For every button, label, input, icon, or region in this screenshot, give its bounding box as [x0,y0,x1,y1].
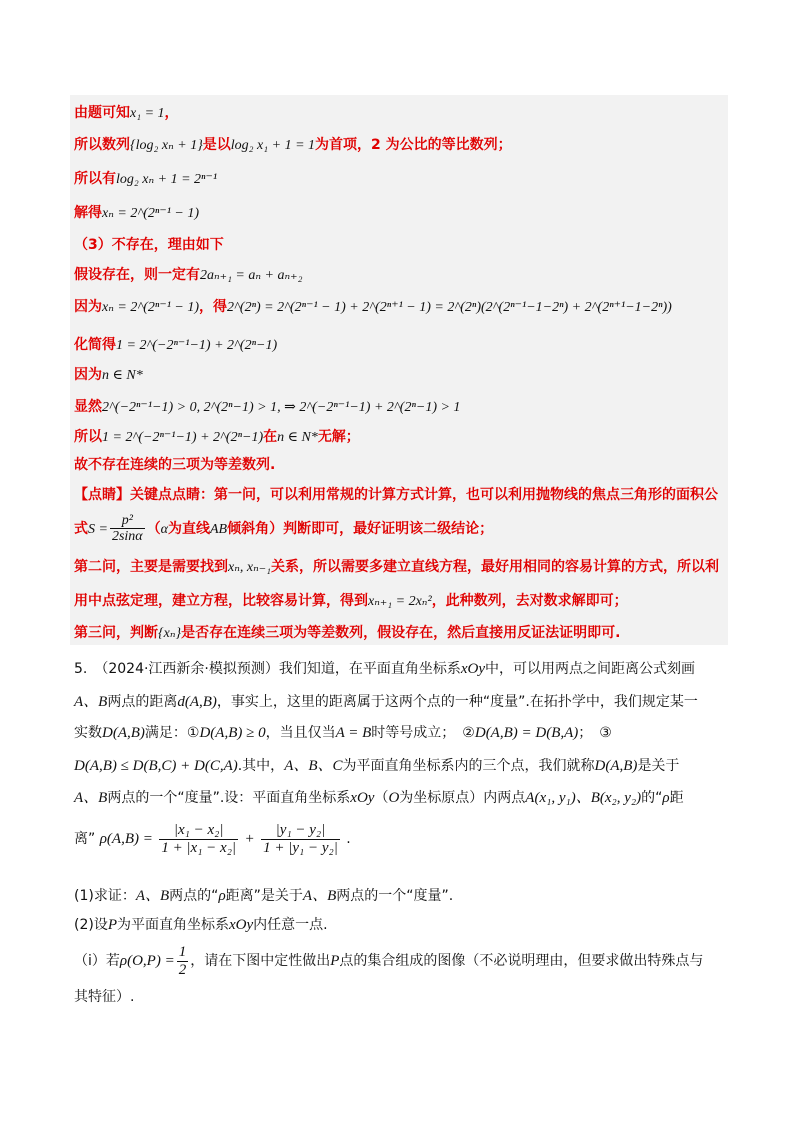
solution-line: 式S = $\frac{\text{p²}}{2\sin\alpha}$ （α为直线AB倾斜角）判断即可，最好证明该二级结论； [74,513,494,545]
fraction: $\frac{1}{2}$ [178,944,187,978]
solution-line: 所以1 = 2^(−2ⁿ⁻¹−1) + 2^(2ⁿ−1)在n ∈ N*无解； [74,429,360,445]
problem-line: （ⅰ）若ρ(O,P) = $\frac{1}{2}$ ，请在下图中定性做出P点的集合组成的图像（不必说明理由，但要求做出特殊点与 [74,944,704,978]
solution-line: 显然2^(−2ⁿ⁻¹−1) > 0, 2^(2ⁿ−1) > 1, ⇒ 2^(−2ⁿ⁻¹−1) + 2^(2ⁿ−1) > 1 [74,399,461,415]
problem-line: A、B两点的一个“度量”.设：平面直角坐标系xOy（O为坐标原点）内两点A(x₁, y₁)、B(x₂, y₂)的“ρ距 [74,790,684,806]
problem-line: D(A,B) ≤ D(B,C) + D(C,A).其中，A、B、C为平面直角坐标系内的三个点，我们就称D(A,B)是关于 [74,758,680,774]
solution-line: 【点睛】关键点点睛：第一问，可以利用常规的计算方式计算，也可以利用抛物线的焦点三角形的面积公 [74,487,718,503]
fraction: $\frac{\text{|y₁ − y₂|}}{\text{1 + |y₁ − y₂|}}$ [263,822,338,856]
solution-line: 化简得1 = 2^(−2ⁿ⁻¹−1) + 2^(2ⁿ−1) [74,337,278,353]
problem-line: 离” ρ(A,B) = $\frac{\text{|x₁ − x₂|}}{\text{1 + |x₁ − x₂|}}$ + $\frac{\text{|y₁ − y₂|}}{\text{1 + |y₁ − y₂|}}$ . [74,822,351,856]
problem-line: 5. （2024·江西新余·模拟预测）我们知道，在平面直角坐标系xOy中，可以用两点之间距离公式刻画 [74,661,696,677]
fraction: $\frac{\text{p²}}{2\sin\alpha}$ [111,513,143,545]
problem-line: A、B两点的距离d(A,B)，事实上，这里的距离属于这两个点的一种“度量”.在拓扑学中，我们规定某一 [74,694,698,710]
fraction: $\frac{\text{|x₁ − x₂|}}{\text{1 + |x₁ − x₂|}}$ [161,822,237,856]
solution-line: 故不存在连续的三项为等差数列. [74,457,276,473]
problem-line: (1)求证：A、B两点的“ρ距离”是关于A、B两点的一个“度量”. [74,888,454,904]
solution-line: 解得xₙ = 2^(2ⁿ⁻¹ − 1) [74,205,200,221]
solution-line: 假设存在，则一定有2aₙ₊₁ = aₙ + aₙ₊₂ [74,267,303,283]
solution-line: 第三问，判断{xₙ}是否存在连续三项为等差数列，假设存在，然后直接用反证法证明即可. [74,625,621,641]
problem-line: 其特征）. [74,989,135,1005]
solution-line: 用中点弦定理，建立方程，比较容易计算，得到xₙ₊₁ = 2xₙ²，此种数列，去对数求解即可； [74,593,628,609]
solution-line: （3）不存在，理由如下 [74,237,224,253]
problem-line: (2)设P为平面直角坐标系xOy内任意一点. [74,917,328,933]
solution-line: 由题可知x₁ = 1， [74,105,179,121]
problem-line: 实数D(A,B)满足：①D(A,B) ≥ 0，当且仅当A = B时等号成立； ②D(A,B) = D(B,A)； ③ [74,725,612,741]
solution-line: 第二问，主要是需要找到xₙ, xₙ₋₁关系，所以需要多建立直线方程，最好用相同的容易计算的方式，所以利 [74,559,720,575]
solution-line: 因为n ∈ N* [74,367,143,383]
solution-line: 因为xₙ = 2^(2ⁿ⁻¹ − 1)，得2^(2ⁿ) = 2^(2ⁿ⁻¹ − 1) + 2^(2ⁿ⁺¹ − 1) = 2^(2ⁿ)(2^(2ⁿ⁻¹−1−2ⁿ) + 2^(2ⁿ⁺¹−1−2ⁿ)) [74,299,672,315]
solution-line: 所以有log₂ xₙ + 1 = 2ⁿ⁻¹ [74,171,218,187]
solution-line: 所以数列{log₂ xₙ + 1}是以log₂ x₁ + 1 = 1为首项，2 为公比的等比数列； [74,137,512,153]
